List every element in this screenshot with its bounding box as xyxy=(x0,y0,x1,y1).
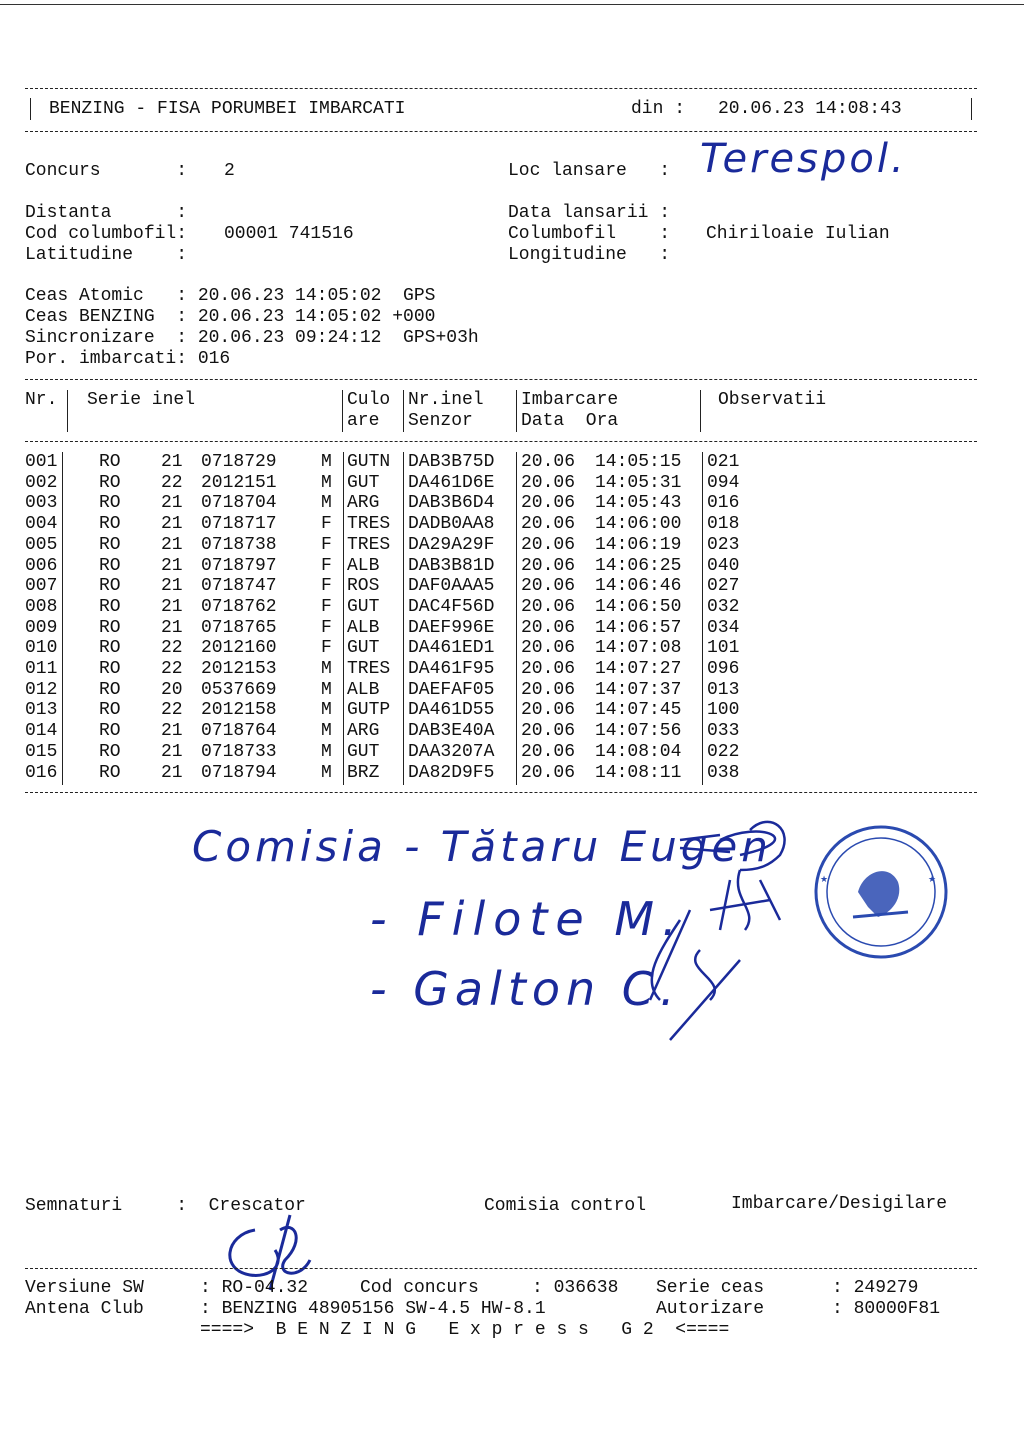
row-tara: RO xyxy=(99,493,121,514)
row-data: 20.06 xyxy=(521,514,576,535)
row-observatii: 094 xyxy=(707,472,740,493)
versiune-sw-value: : RO-04.32 xyxy=(200,1278,309,1298)
row-nr: 002 xyxy=(25,472,58,493)
handwritten-commission-3: - Galton C. xyxy=(370,962,681,1016)
table-row xyxy=(25,618,985,639)
row-an: 22 xyxy=(161,472,183,493)
row-ora: 14:06:00 xyxy=(595,514,682,535)
row-inel: 2012160 xyxy=(201,638,277,659)
row-an: 21 xyxy=(161,493,183,514)
col-header-imbarcare-1: Imbarcare xyxy=(521,390,619,410)
row-tara: RO xyxy=(99,514,121,535)
row-senzor: DA461F95 xyxy=(408,659,495,679)
sincronizare: Sincronizare : 20.06.23 09:24:12 GPS+03h xyxy=(25,328,479,348)
table-row xyxy=(25,493,985,514)
row-culoare: GUTN xyxy=(347,452,391,472)
imbarcare-desigilare: Imbarcare/Desigilare xyxy=(731,1194,948,1214)
semnaturi-crescator: Semnaturi : Crescator xyxy=(25,1196,306,1216)
row-culoare: ARG xyxy=(347,721,380,742)
row-tara: RO xyxy=(99,452,121,472)
row-inel: 0718797 xyxy=(201,555,277,576)
row-inel: 0718765 xyxy=(201,617,277,638)
autorizare-label: Autorizare xyxy=(656,1299,765,1319)
row-nr: 008 xyxy=(25,596,58,617)
header-right-bar xyxy=(971,98,972,120)
row-sex: F xyxy=(321,534,332,555)
table-row xyxy=(25,597,985,618)
cod-columbofil-label: Cod columbofil: xyxy=(25,224,188,244)
row-culoare: ROS xyxy=(347,576,380,597)
row-culoare: GUT xyxy=(347,741,380,762)
row-observatii: 027 xyxy=(707,576,740,597)
row-sex: M xyxy=(321,721,332,742)
row-nr: 009 xyxy=(25,617,58,638)
row-observatii: 040 xyxy=(707,555,740,576)
table-row xyxy=(25,514,985,535)
row-an: 21 xyxy=(161,762,183,783)
cod-concurs-value: : 036638 xyxy=(532,1278,619,1298)
row-nr: 006 xyxy=(25,555,58,576)
body-sep-nr xyxy=(62,452,63,785)
row-tara: RO xyxy=(99,638,121,659)
row-sex: M xyxy=(321,452,332,472)
table-row xyxy=(25,700,985,721)
row-senzor: DA461D6E xyxy=(408,472,495,493)
print-date-label: din : xyxy=(631,99,686,119)
columbofil-label: Columbofil : xyxy=(508,224,671,244)
row-inel: 0537669 xyxy=(201,679,277,700)
row-nr: 003 xyxy=(25,493,58,514)
row-ora: 14:06:57 xyxy=(595,617,682,638)
header-sep-4 xyxy=(516,390,517,432)
row-senzor: DAA3207A xyxy=(408,741,495,762)
row-observatii: 022 xyxy=(707,741,740,762)
col-header-observatii: Observatii xyxy=(718,390,827,410)
col-header-nr: Nr. xyxy=(25,390,58,410)
latitudine-label: Latitudine : xyxy=(25,245,188,265)
row-observatii: 033 xyxy=(707,721,740,742)
row-observatii: 096 xyxy=(707,659,740,679)
body-sep-senzor xyxy=(516,452,517,785)
data-lansarii-label: Data lansarii : xyxy=(508,203,671,223)
distanta-label: Distanta : xyxy=(25,203,188,223)
serie-ceas-value: : 249279 xyxy=(832,1278,919,1298)
row-tara: RO xyxy=(99,721,121,742)
row-ora: 14:05:31 xyxy=(595,472,682,493)
row-senzor: DAC4F56D xyxy=(408,596,495,617)
row-culoare: GUT xyxy=(347,596,380,617)
row-ora: 14:07:27 xyxy=(595,659,682,679)
row-data: 20.06 xyxy=(521,555,576,576)
row-observatii: 100 xyxy=(707,700,740,721)
table-row xyxy=(25,535,985,556)
row-nr: 005 xyxy=(25,534,58,555)
table-row xyxy=(25,680,985,701)
row-senzor: DA461ED1 xyxy=(408,638,495,659)
row-data: 20.06 xyxy=(521,638,576,659)
row-data: 20.06 xyxy=(521,762,576,783)
cod-concurs-label: Cod concurs xyxy=(360,1278,479,1298)
table-row xyxy=(25,638,985,659)
row-ora: 14:05:43 xyxy=(595,493,682,514)
row-sex: M xyxy=(321,741,332,762)
body-sep-culoare xyxy=(403,452,404,785)
handwritten-commission-1: Comisia - Tătaru Eugen xyxy=(192,822,772,871)
row-senzor: DAEF996E xyxy=(408,617,495,638)
col-header-culoare-2: are xyxy=(347,411,380,431)
row-nr: 014 xyxy=(25,721,58,742)
row-culoare: GUT xyxy=(347,638,380,659)
row-senzor: DAB3B81D xyxy=(408,555,495,576)
row-data: 20.06 xyxy=(521,721,576,742)
document-title: BENZING - FISA PORUMBEI IMBARCATI xyxy=(49,99,406,119)
header-sep-1 xyxy=(67,390,68,432)
row-inel: 0718717 xyxy=(201,514,277,535)
table-row xyxy=(25,742,985,763)
row-sex: M xyxy=(321,493,332,514)
row-nr: 007 xyxy=(25,576,58,597)
row-observatii: 018 xyxy=(707,514,740,535)
row-culoare: ALB xyxy=(347,555,380,576)
row-ora: 14:06:25 xyxy=(595,555,682,576)
row-an: 21 xyxy=(161,721,183,742)
row-inel: 2012153 xyxy=(201,659,277,679)
row-tara: RO xyxy=(99,596,121,617)
row-data: 20.06 xyxy=(521,576,576,597)
autorizare-value: : 80000F81 xyxy=(832,1299,941,1319)
loc-lansare-label: Loc lansare : xyxy=(508,161,671,181)
row-data: 20.06 xyxy=(521,596,576,617)
row-data: 20.06 xyxy=(521,617,576,638)
row-observatii: 023 xyxy=(707,534,740,555)
row-nr: 011 xyxy=(25,659,58,679)
row-sex: F xyxy=(321,514,332,535)
row-ora: 14:07:37 xyxy=(595,679,682,700)
row-tara: RO xyxy=(99,555,121,576)
row-data: 20.06 xyxy=(521,472,576,493)
row-inel: 0718764 xyxy=(201,721,277,742)
row-nr: 016 xyxy=(25,762,58,783)
table-bottom-divider xyxy=(25,792,977,793)
row-sex: M xyxy=(321,679,332,700)
row-inel: 0718738 xyxy=(201,534,277,555)
svg-text:★: ★ xyxy=(820,875,829,885)
columbofil-value: Chiriloaie Iulian xyxy=(706,224,890,244)
table-row xyxy=(25,473,985,494)
row-an: 21 xyxy=(161,741,183,762)
row-observatii: 016 xyxy=(707,493,740,514)
row-senzor: DAB3B6D4 xyxy=(408,493,495,514)
table-row xyxy=(25,721,985,742)
row-inel: 0718733 xyxy=(201,741,277,762)
row-ora: 14:08:11 xyxy=(595,762,682,783)
header-sep-2 xyxy=(342,390,343,432)
row-tara: RO xyxy=(99,534,121,555)
row-sex: M xyxy=(321,700,332,721)
svg-text:★: ★ xyxy=(928,875,937,885)
scan-top-edge xyxy=(0,4,1024,5)
header-top-divider xyxy=(25,88,977,89)
header-left-bar xyxy=(30,98,31,120)
row-data: 20.06 xyxy=(521,493,576,514)
cod-columbofil-value: 00001 741516 xyxy=(224,224,354,244)
ceas-atomic: Ceas Atomic : 20.06.23 14:05:02 GPS xyxy=(25,286,436,306)
row-nr: 015 xyxy=(25,741,58,762)
col-header-imbarcare-2: Data Ora xyxy=(521,411,619,431)
commission-signatures xyxy=(620,800,820,1060)
row-culoare: TRES xyxy=(347,514,391,535)
row-culoare: BRZ xyxy=(347,762,380,783)
row-culoare: GUT xyxy=(347,472,380,493)
row-culoare: ALB xyxy=(347,679,380,700)
row-ora: 14:06:46 xyxy=(595,576,682,597)
row-sex: M xyxy=(321,762,332,783)
row-tara: RO xyxy=(99,700,121,721)
row-senzor: DADB0AA8 xyxy=(408,514,495,535)
row-ora: 14:07:56 xyxy=(595,721,682,742)
row-data: 20.06 xyxy=(521,679,576,700)
row-senzor: DAF0AAA5 xyxy=(408,576,495,597)
row-inel: 0718704 xyxy=(201,493,277,514)
row-ora: 14:07:45 xyxy=(595,700,682,721)
row-culoare: ARG xyxy=(347,493,380,514)
row-an: 21 xyxy=(161,576,183,597)
row-inel: 0718747 xyxy=(201,576,277,597)
row-an: 22 xyxy=(161,700,183,721)
row-observatii: 032 xyxy=(707,596,740,617)
row-sex: F xyxy=(321,638,332,659)
row-culoare: GUTP xyxy=(347,700,391,721)
col-header-culoare-1: Culo xyxy=(347,390,391,410)
row-observatii: 034 xyxy=(707,617,740,638)
row-inel: 2012151 xyxy=(201,472,277,493)
row-an: 21 xyxy=(161,617,183,638)
header-sep-3 xyxy=(403,390,404,432)
row-inel: 0718729 xyxy=(201,452,277,472)
row-senzor: DA82D9F5 xyxy=(408,762,495,783)
loc-lansare-handwritten: Terespol. xyxy=(700,136,907,182)
row-tara: RO xyxy=(99,472,121,493)
table-row xyxy=(25,452,985,473)
row-ora: 14:08:04 xyxy=(595,741,682,762)
row-nr: 001 xyxy=(25,452,58,472)
header-sep-5 xyxy=(700,390,701,432)
row-senzor: DAB3B75D xyxy=(408,452,495,472)
row-an: 20 xyxy=(161,679,183,700)
concurs-label: Concurs : xyxy=(25,161,188,181)
row-sex: F xyxy=(321,617,332,638)
row-tara: RO xyxy=(99,659,121,679)
row-tara: RO xyxy=(99,741,121,762)
row-ora: 14:07:08 xyxy=(595,638,682,659)
header-bottom-divider xyxy=(25,131,977,132)
row-observatii: 021 xyxy=(707,452,740,472)
row-data: 20.06 xyxy=(521,700,576,721)
row-sex: F xyxy=(321,596,332,617)
row-tara: RO xyxy=(99,762,121,783)
table-row xyxy=(25,763,985,784)
print-date-value: 20.06.23 14:08:43 xyxy=(718,99,902,119)
ceas-benzing: Ceas BENZING : 20.06.23 14:05:02 +000 xyxy=(25,307,436,327)
row-nr: 004 xyxy=(25,514,58,535)
row-sex: F xyxy=(321,576,332,597)
row-data: 20.06 xyxy=(521,452,576,472)
row-inel: 0718794 xyxy=(201,762,277,783)
row-an: 22 xyxy=(161,638,183,659)
row-culoare: ALB xyxy=(347,617,380,638)
row-ora: 14:06:19 xyxy=(595,534,682,555)
row-culoare: TRES xyxy=(347,659,391,679)
row-sex: M xyxy=(321,659,332,679)
row-an: 21 xyxy=(161,514,183,535)
row-data: 20.06 xyxy=(521,659,576,679)
row-sex: M xyxy=(321,472,332,493)
row-an: 21 xyxy=(161,534,183,555)
table-row xyxy=(25,556,985,577)
row-senzor: DAB3E40A xyxy=(408,721,495,742)
antena-club-value: : BENZING 48905156 SW-4.5 HW-8.1 xyxy=(200,1299,546,1319)
concurs-value: 2 xyxy=(224,161,235,181)
row-tara: RO xyxy=(99,679,121,700)
row-tara: RO xyxy=(99,576,121,597)
row-nr: 012 xyxy=(25,679,58,700)
table-row xyxy=(25,659,985,680)
row-an: 21 xyxy=(161,452,183,472)
row-inel: 0718762 xyxy=(201,596,277,617)
row-nr: 010 xyxy=(25,638,58,659)
row-an: 22 xyxy=(161,659,183,679)
row-sex: F xyxy=(321,555,332,576)
body-sep-imbarcare xyxy=(702,452,703,785)
longitudine-label: Longitudine : xyxy=(508,245,671,265)
table-header-divider xyxy=(25,441,977,442)
benzing-express-banner: ====> B E N Z I N G E x p r e s s G 2 <==== xyxy=(200,1320,730,1340)
row-ora: 14:06:50 xyxy=(595,596,682,617)
serie-ceas-label: Serie ceas xyxy=(656,1278,765,1298)
table-top-divider xyxy=(25,379,977,380)
row-data: 20.06 xyxy=(521,534,576,555)
porumbei-imbarcati: Por. imbarcati: 016 xyxy=(25,349,231,369)
col-header-nrinel-2: Senzor xyxy=(408,411,473,431)
table-row xyxy=(25,576,985,597)
row-senzor: DAEFAF05 xyxy=(408,679,495,700)
col-header-serie: Serie inel xyxy=(87,390,196,410)
row-observatii: 038 xyxy=(707,762,740,783)
col-header-nrinel-1: Nr.inel xyxy=(408,390,484,410)
association-stamp xyxy=(808,822,954,962)
row-an: 21 xyxy=(161,555,183,576)
row-nr: 013 xyxy=(25,700,58,721)
row-senzor: DA29A29F xyxy=(408,534,495,555)
comisia-control: Comisia control xyxy=(484,1196,647,1216)
row-senzor: DA461D55 xyxy=(408,700,495,721)
row-culoare: TRES xyxy=(347,534,391,555)
row-ora: 14:05:15 xyxy=(595,452,682,472)
row-inel: 2012158 xyxy=(201,700,277,721)
body-sep-serie xyxy=(343,452,344,785)
row-tara: RO xyxy=(99,617,121,638)
row-an: 21 xyxy=(161,596,183,617)
handwritten-commission-2: - Filote M. xyxy=(370,892,685,946)
antena-club-label: Antena Club xyxy=(25,1299,144,1319)
footer-divider xyxy=(25,1268,977,1269)
row-observatii: 101 xyxy=(707,638,740,659)
versiune-sw-label: Versiune SW xyxy=(25,1278,144,1298)
row-observatii: 013 xyxy=(707,679,740,700)
row-data: 20.06 xyxy=(521,741,576,762)
